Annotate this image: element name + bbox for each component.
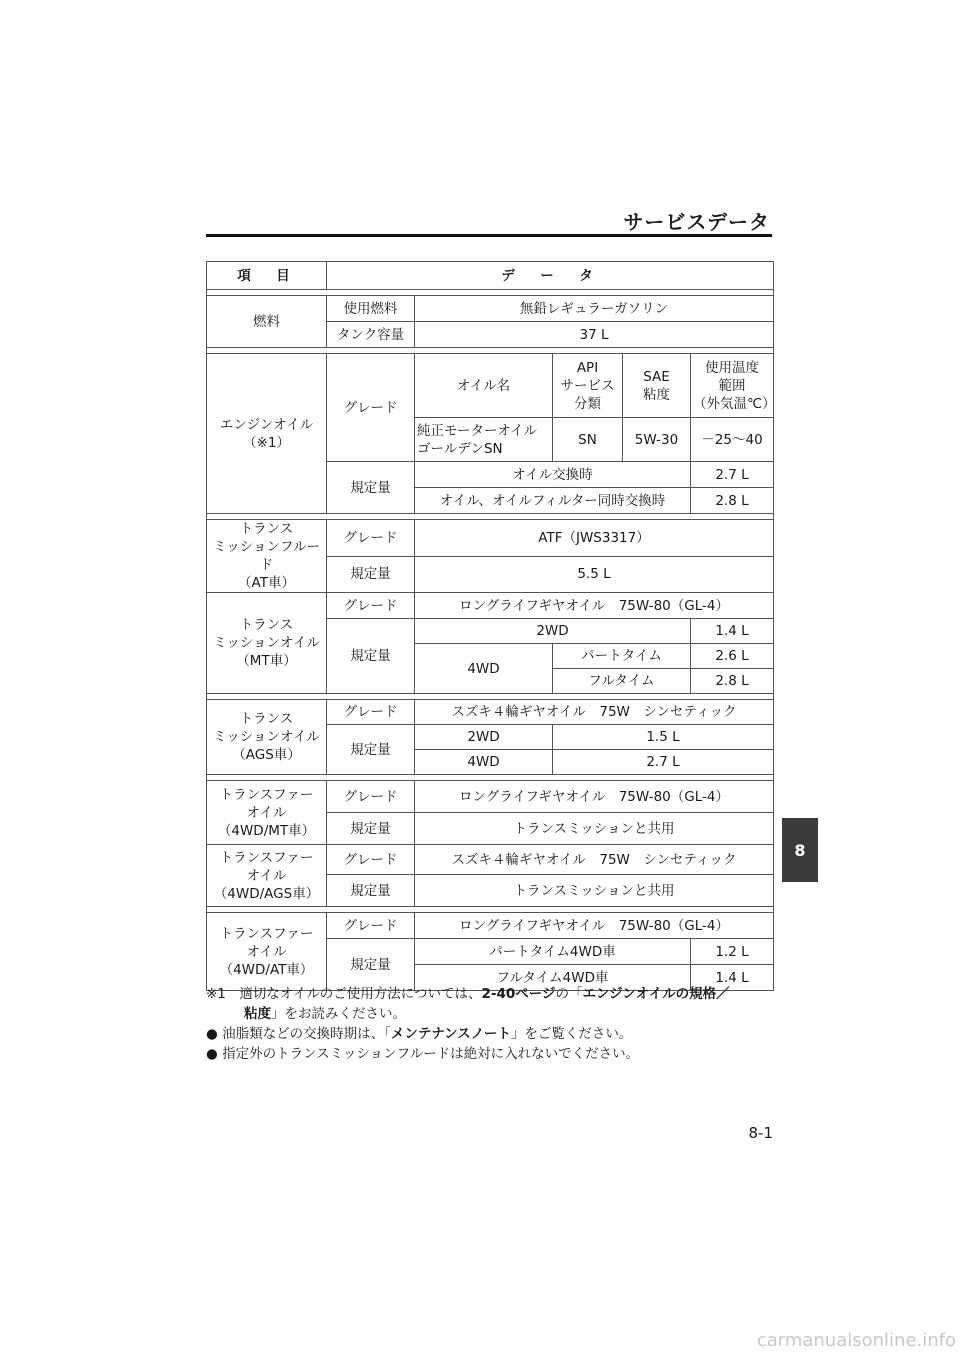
ags-label-l2: ミッションオイル xyxy=(213,729,320,745)
mt-spec-key: 規定量 xyxy=(327,619,415,694)
tf-mt-spec-key: 規定量 xyxy=(327,813,415,845)
note-2-suffix: 」をご覧ください。 xyxy=(510,1026,633,1042)
atf-label-l2: ミッションフルード xyxy=(213,539,320,573)
tf-ags-grade-key: グレード xyxy=(327,845,415,875)
ags-label xyxy=(207,700,327,775)
note-2-prefix: ● 油脂類などの交換時期は、「 xyxy=(206,1026,391,1042)
oil-name-value xyxy=(415,418,553,462)
table-row xyxy=(207,520,774,557)
note-bullet-2: ● 指定外のトランスミッションフルードは絶対に入れないでください。 xyxy=(206,1046,640,1062)
table-row xyxy=(207,354,774,418)
mt-label-l1: トランス xyxy=(239,617,294,633)
tf-mt-label-l1: トランスファー xyxy=(219,786,314,803)
table-row xyxy=(207,593,774,619)
tf-at-label-l1: トランスファー xyxy=(219,925,314,942)
mt-grade-key: グレード xyxy=(327,593,415,619)
tf-at-fulltime-value: 1.4 L xyxy=(691,965,774,991)
api-header xyxy=(553,354,623,418)
section-reference-2[interactable]: 粘度 xyxy=(244,1006,271,1022)
tf-at-grade-key: グレード xyxy=(327,913,415,939)
tf-mt-label xyxy=(207,781,327,845)
tank-capacity-key: タンク容量 xyxy=(327,322,415,348)
table-header-row xyxy=(207,262,774,290)
ags-2wd-key: 2WD xyxy=(415,725,553,750)
table-row xyxy=(207,913,774,939)
mt-parttime-value: 2.6 L xyxy=(691,644,774,669)
api-value: SN xyxy=(553,418,623,462)
api-header-l3: 分類 xyxy=(574,395,601,412)
table-row xyxy=(207,700,774,725)
tf-at-grade-value: ロングライフギヤオイル 75W-80（GL-4） xyxy=(415,913,774,939)
tf-ags-label-l2: オイル xyxy=(246,867,287,884)
tf-mt-grade-key: グレード xyxy=(327,781,415,813)
mt-2wd-key: 2WD xyxy=(415,619,691,644)
tf-ags-spec-value: トランスミッションと共用 xyxy=(415,875,774,907)
atf-grade-key: グレード xyxy=(327,520,415,557)
tank-capacity-value: 37 L xyxy=(415,322,774,348)
mt-label-l3: （MT車） xyxy=(236,653,297,669)
spec-table xyxy=(206,261,774,991)
tf-at-label xyxy=(207,913,327,991)
engine-oil-grade-key: グレード xyxy=(327,354,415,462)
atf-label xyxy=(207,520,327,593)
ags-4wd-value: 2.7 L xyxy=(553,750,774,775)
ags-label-l3: （AGS車） xyxy=(232,747,301,763)
atf-label-l3: （AT車） xyxy=(238,575,295,591)
temp-header-l2: 範囲 xyxy=(718,377,746,394)
tf-at-label-l2: オイル xyxy=(246,943,287,960)
tf-at-spec-key: 規定量 xyxy=(327,939,415,991)
ags-2wd-value: 1.5 L xyxy=(553,725,774,750)
temp-value: －25～40 xyxy=(691,418,774,462)
ags-grade-key: グレード xyxy=(327,700,415,725)
tf-mt-label-l2: オイル xyxy=(246,804,287,821)
mt-4wd-key: 4WD xyxy=(415,644,553,694)
engine-oil-label-line: エンジンオイル xyxy=(219,416,314,433)
temp-range-header xyxy=(691,354,774,418)
page-number: 8-1 xyxy=(748,1124,773,1142)
footnote-1 xyxy=(206,984,776,1004)
oil-filter-change-value: 2.8 L xyxy=(691,488,774,514)
watermark: carmanualsonline.info xyxy=(756,1330,956,1351)
tf-mt-spec-value: トランスミッションと共用 xyxy=(415,813,774,845)
fuel-type-key: 使用燃料 xyxy=(327,296,415,322)
tf-ags-label-l3: （4WD/AGS車） xyxy=(213,885,320,902)
title-rule xyxy=(206,234,772,237)
footnote-1-mid: の「 xyxy=(555,986,583,1002)
chapter-tab[interactable]: 8 xyxy=(782,818,818,882)
oil-name-l1: 純正モーターオイル xyxy=(417,422,538,439)
api-header-l1: API xyxy=(576,359,599,376)
tf-at-fulltime-key: フルタイム4WD車 xyxy=(415,965,691,991)
oil-filter-change-key: オイル、オイルフィルター同時交換時 xyxy=(415,488,691,514)
ags-grade-value: スズキ４輪ギヤオイル 75W シンセティック xyxy=(415,700,774,725)
table-row xyxy=(207,781,774,813)
tf-at-parttime-key: パートタイム4WD車 xyxy=(415,939,691,965)
ags-spec-key: 規定量 xyxy=(327,725,415,775)
col-data-header: デ ー タ xyxy=(327,262,774,290)
footnotes xyxy=(206,984,776,1064)
sae-header-l1: SAE xyxy=(643,368,670,385)
fuel-label: 燃料 xyxy=(207,296,327,348)
oil-name-header: オイル名 xyxy=(415,354,553,418)
mt-label-l2: ミッションオイル xyxy=(213,635,320,651)
mt-label xyxy=(207,593,327,694)
mt-grade-value: ロングライフギヤオイル 75W-80（GL-4） xyxy=(415,593,774,619)
atf-label-l1: トランス xyxy=(239,521,294,537)
tf-ags-spec-key: 規定量 xyxy=(327,875,415,907)
sae-header-l2: 粘度 xyxy=(643,386,670,403)
mt-parttime-key: パートタイム xyxy=(553,644,691,669)
atf-grade-value: ATF（JWS3317） xyxy=(415,520,774,557)
tf-mt-label-l3: （4WD/MT車） xyxy=(217,822,316,839)
engine-oil-label-note: （※1） xyxy=(243,434,290,451)
fuel-type-value: 無鉛レギュラーガソリン xyxy=(415,296,774,322)
tf-at-label-l3: （4WD/AT車） xyxy=(219,961,314,978)
footnote-1-cont xyxy=(206,1004,776,1024)
maintenance-note-reference[interactable]: メンテナンスノート xyxy=(390,1026,511,1042)
tf-at-parttime-value: 1.2 L xyxy=(691,939,774,965)
note-bullet-1 xyxy=(206,1024,776,1044)
tf-ags-label-l1: トランスファー xyxy=(219,849,314,866)
page-title: サービスデータ xyxy=(623,210,770,234)
footnote-1-text: ※1 適切なオイルのご使用方法については、 xyxy=(206,986,482,1002)
sae-value: 5W-30 xyxy=(623,418,691,462)
ags-label-l1: トランス xyxy=(239,711,294,727)
tf-ags-label xyxy=(207,845,327,907)
mt-fulltime-value: 2.8 L xyxy=(691,669,774,694)
temp-header-l3: （外気温℃） xyxy=(693,395,776,412)
oil-name-l2: ゴールデンSN xyxy=(417,440,503,457)
api-header-l2: サービス xyxy=(560,377,615,394)
oil-change-value: 2.7 L xyxy=(691,462,774,488)
ags-4wd-key: 4WD xyxy=(415,750,553,775)
page-reference-link[interactable]: 2-40ページ xyxy=(481,986,556,1002)
col-item-header: 項 目 xyxy=(207,262,327,290)
footnote-1-suffix: 」をお読みください。 xyxy=(271,1006,406,1022)
section-reference-1[interactable]: エンジンオイルの規格／ xyxy=(582,986,730,1002)
sae-header xyxy=(623,354,691,418)
table-row xyxy=(207,845,774,875)
mt-fulltime-key: フルタイム xyxy=(553,669,691,694)
engine-oil-label xyxy=(207,354,327,514)
oil-change-key: オイル交換時 xyxy=(415,462,691,488)
mt-2wd-value: 1.4 L xyxy=(691,619,774,644)
atf-spec-value: 5.5 L xyxy=(415,556,774,593)
engine-oil-spec-key: 規定量 xyxy=(327,462,415,514)
atf-spec-key: 規定量 xyxy=(327,556,415,593)
table-row xyxy=(207,296,774,322)
temp-header-l1: 使用温度 xyxy=(705,359,759,376)
tf-mt-grade-value: ロングライフギヤオイル 75W-80（GL-4） xyxy=(415,781,774,813)
tf-ags-grade-value: スズキ４輪ギヤオイル 75W シンセティック xyxy=(415,845,774,875)
